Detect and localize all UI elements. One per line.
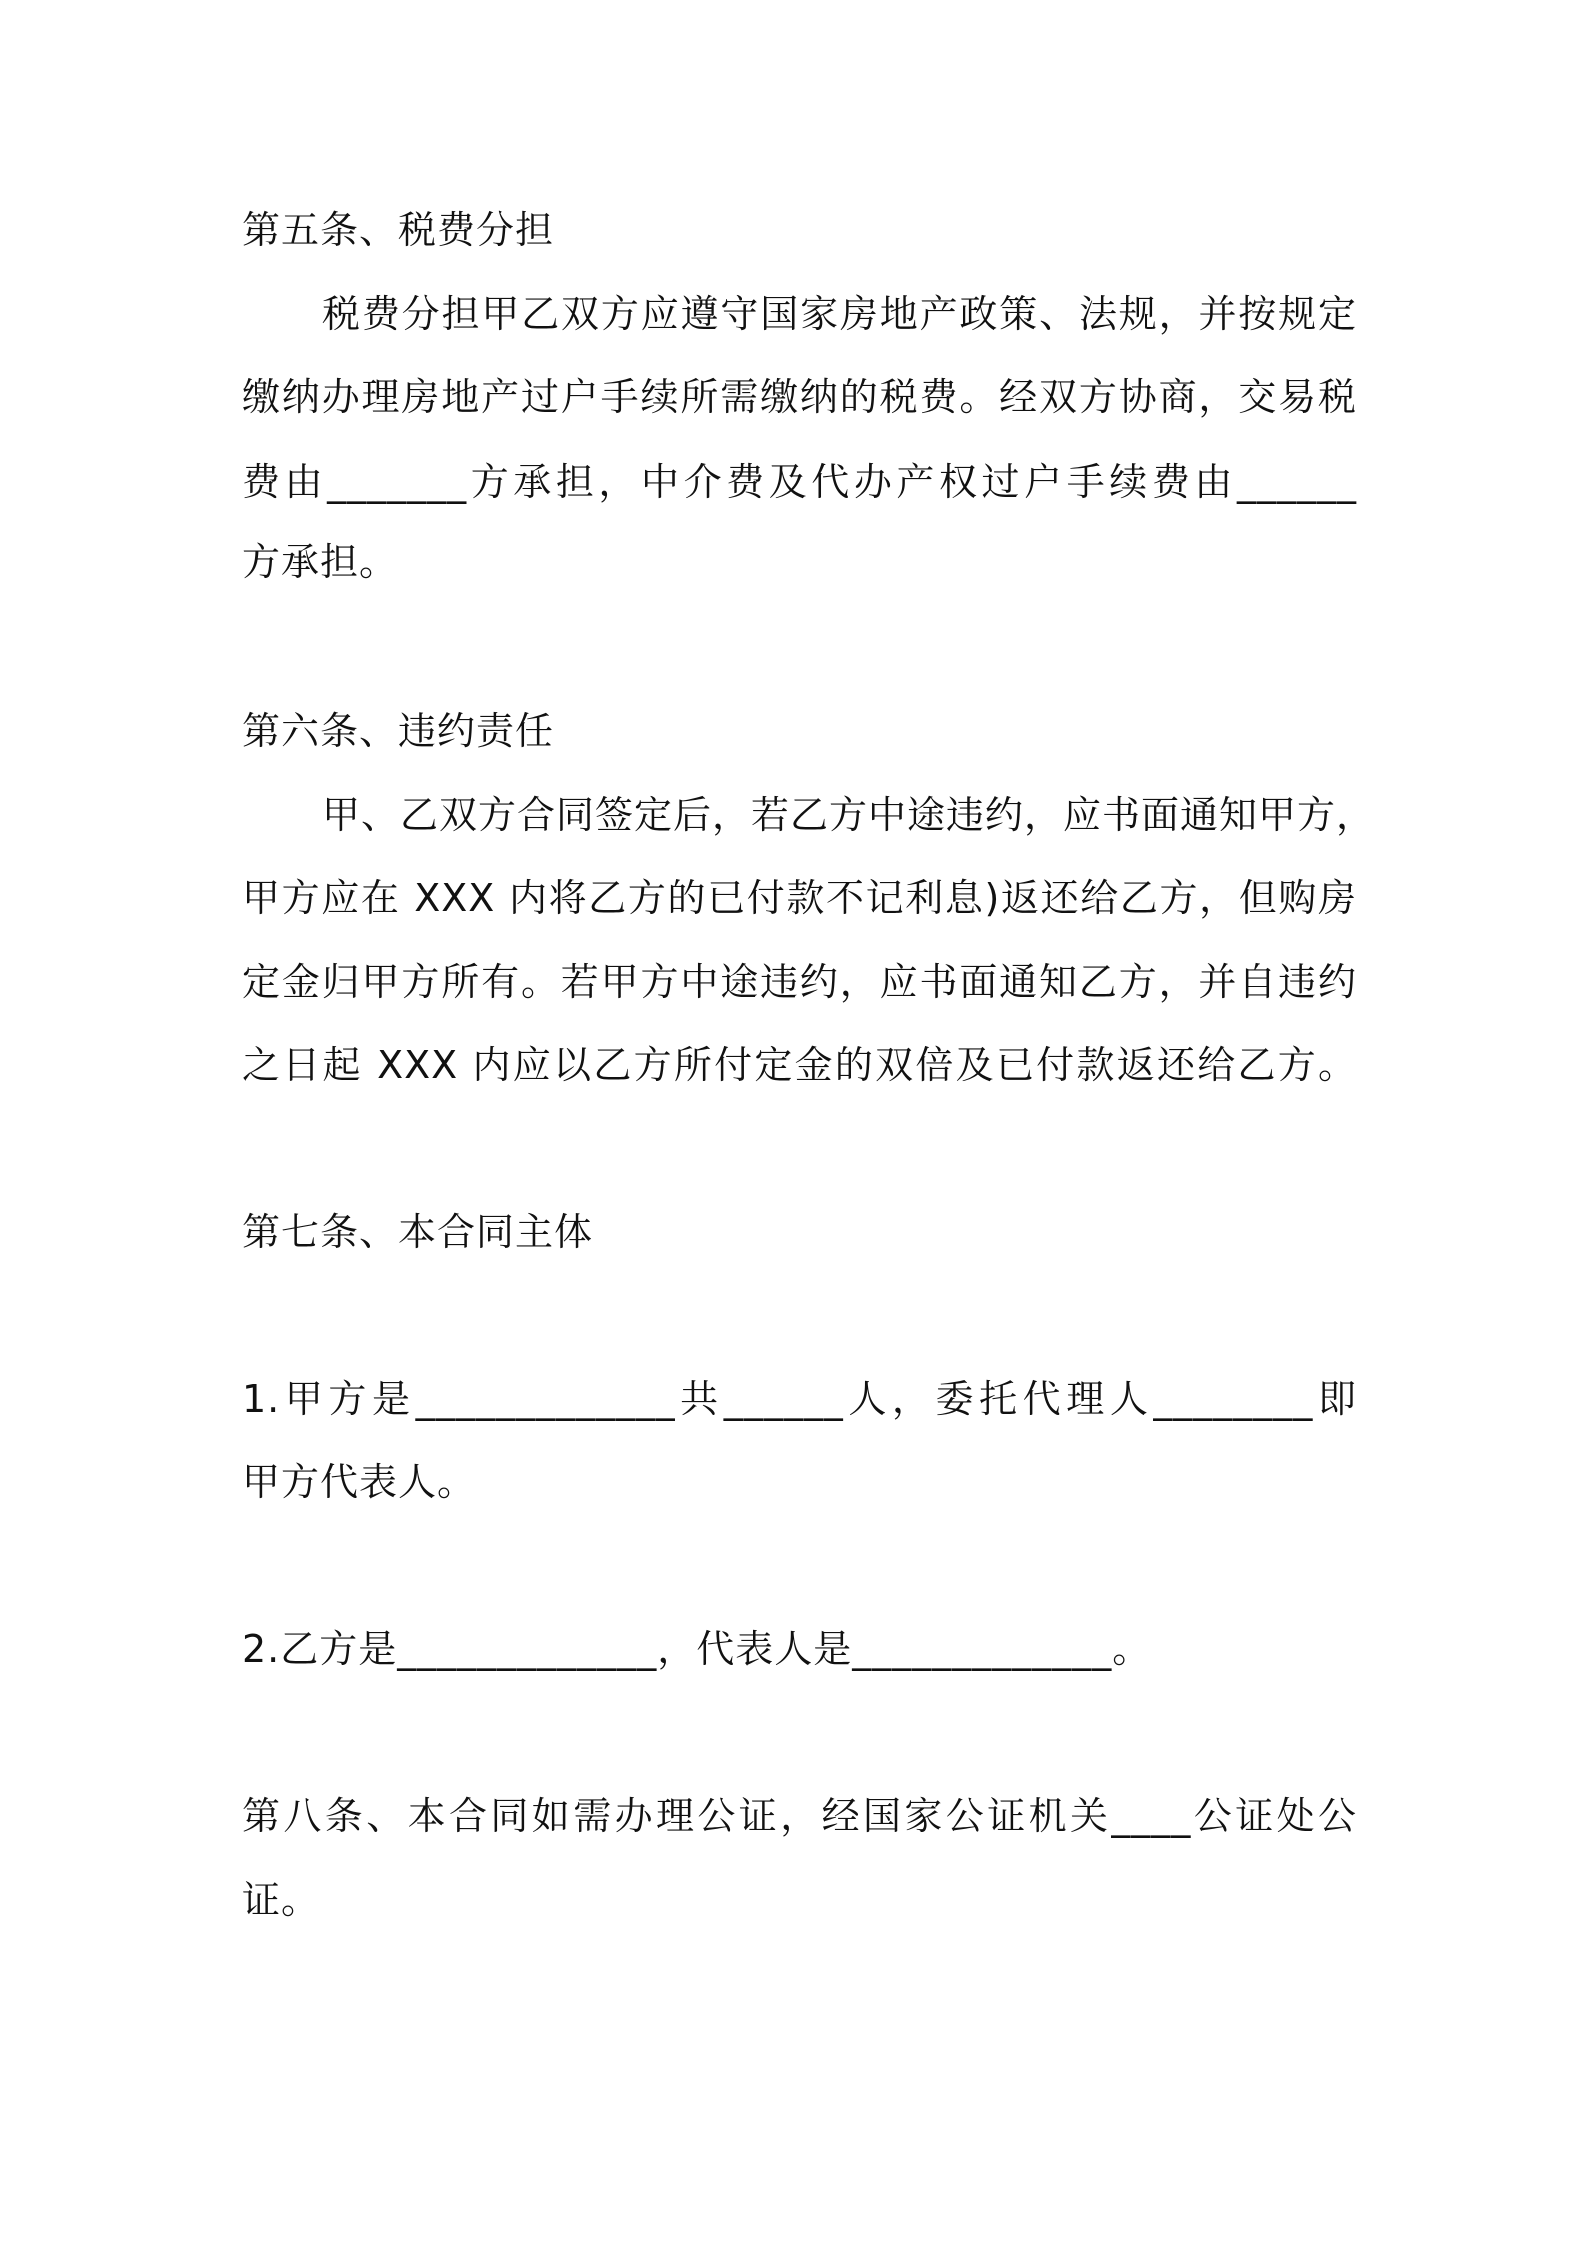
- section7-item1-line: 1.甲方是_____________共______人，委托代理人________即: [242, 1377, 1357, 1421]
- section6-paragraph-line: 甲方应在 XXX 内将乙方的已付款不记利息)返还给乙方，但购房: [242, 876, 1357, 920]
- section6-paragraph-line: 定金归甲方所有。若甲方中途违约，应书面通知乙方，并自违约: [242, 960, 1357, 1004]
- section6-paragraph-line: 之日起 XXX 内应以乙方所付定金的双倍及已付款返还给乙方。: [242, 1043, 1357, 1087]
- section5-paragraph-line: 税费分担甲乙双方应遵守国家房地产政策、法规，并按规定: [322, 292, 1357, 336]
- section8-line: 证。: [242, 1878, 321, 1922]
- section7-item2-line: 2.乙方是_____________，代表人是_____________。: [242, 1627, 1152, 1671]
- section6-heading: 第六条、违约责任: [242, 709, 555, 753]
- section6-paragraph-line: 甲、乙双方合同签定后，若乙方中途违约，应书面通知甲方，: [322, 793, 1376, 837]
- section5-paragraph-line: 缴纳办理房地产过户手续所需缴纳的税费。经双方协商，交易税: [242, 375, 1357, 419]
- section5-paragraph-line: 方承担。: [242, 540, 399, 584]
- section7-item1-line: 甲方代表人。: [242, 1460, 477, 1504]
- section5-paragraph-line: 费由_______方承担，中介费及代办产权过户手续费由______: [242, 460, 1357, 504]
- section8-line: 第八条、本合同如需办理公证，经国家公证机关____公证处公: [242, 1794, 1357, 1838]
- section5-heading: 第五条、税费分担: [242, 208, 555, 252]
- section7-heading: 第七条、本合同主体: [242, 1210, 594, 1254]
